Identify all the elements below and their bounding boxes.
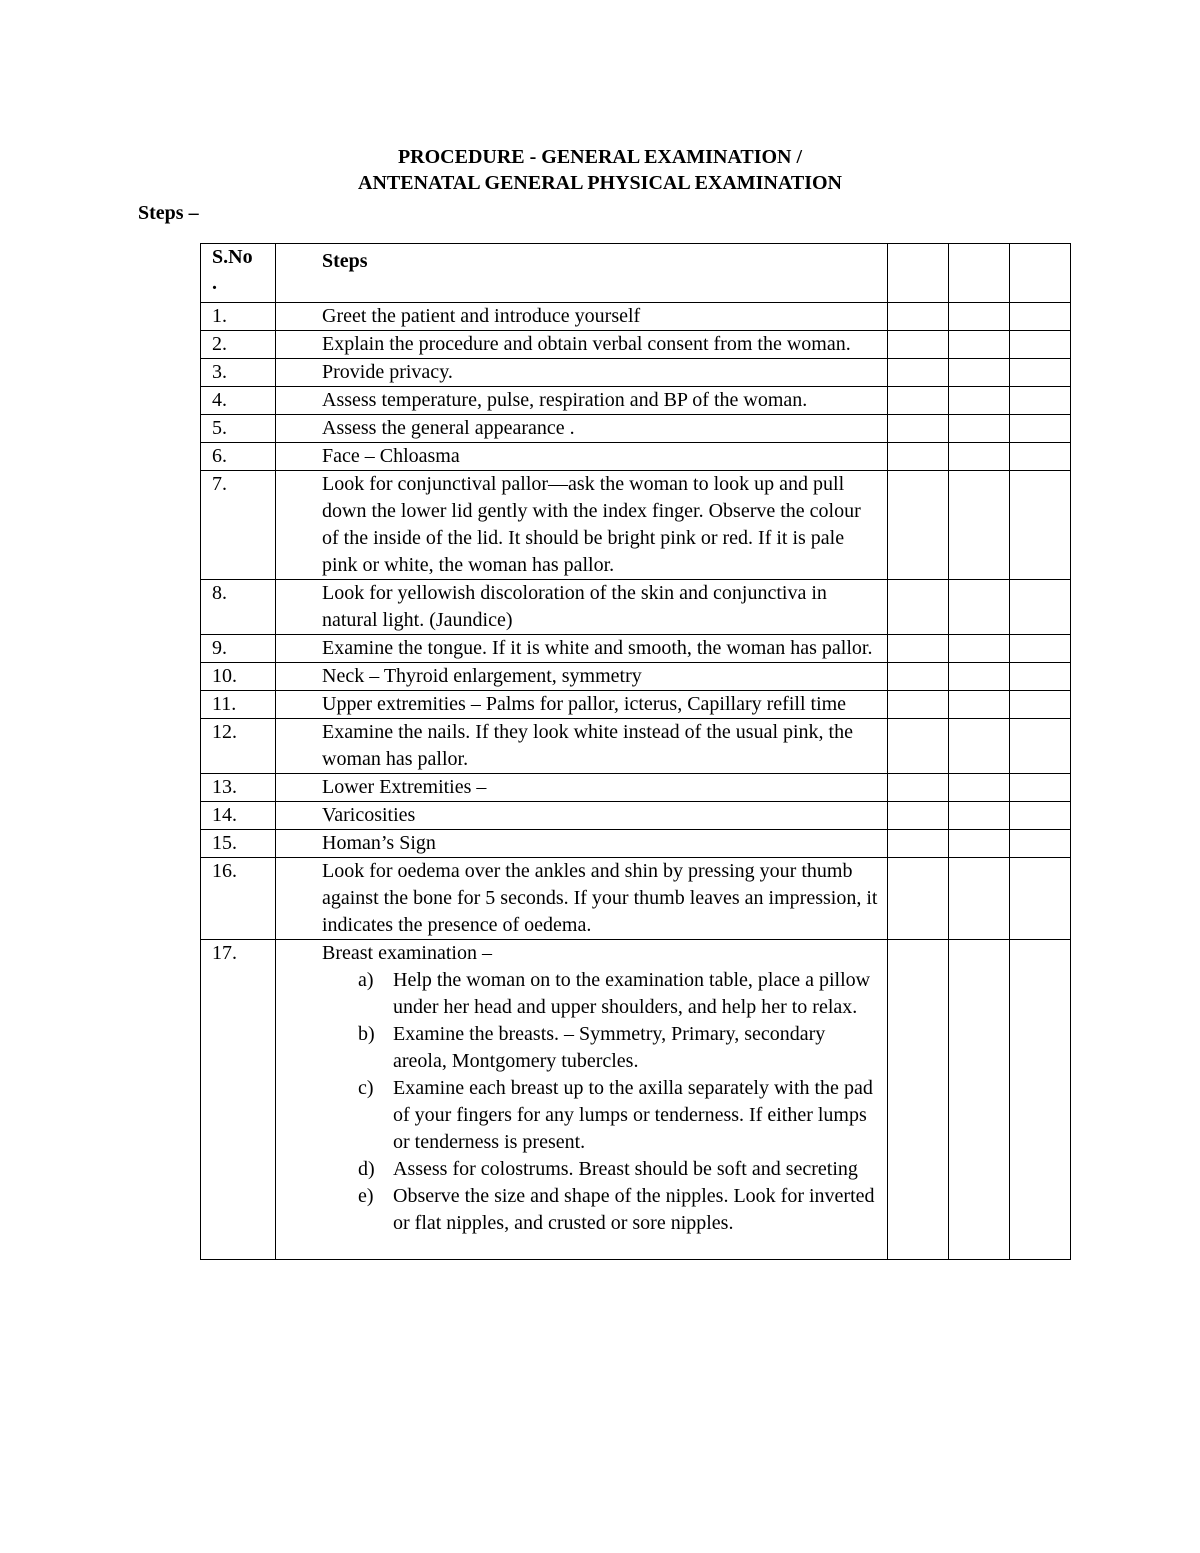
row-number: 16. xyxy=(201,858,276,940)
row-step-text: Provide privacy. xyxy=(276,359,888,387)
check-cell-1[interactable] xyxy=(888,387,949,415)
list-marker: a) xyxy=(358,969,374,991)
check-cell-1[interactable] xyxy=(888,580,949,635)
check-cell-3[interactable] xyxy=(1010,940,1071,1260)
document-title-line2: ANTENATAL GENERAL PHYSICAL EXAMINATION xyxy=(358,172,842,194)
header-sno-dot: . xyxy=(212,272,217,294)
table-row xyxy=(201,331,1071,359)
check-cell-2[interactable] xyxy=(949,387,1010,415)
row-step-text: Neck – Thyroid enlargement, symmetry xyxy=(276,663,888,691)
header-check-2 xyxy=(949,244,1010,303)
check-cell-2[interactable] xyxy=(949,691,1010,719)
check-cell-3[interactable] xyxy=(1010,303,1071,331)
check-cell-1[interactable] xyxy=(888,663,949,691)
row-number: 1. xyxy=(201,303,276,331)
row-number: 9. xyxy=(201,635,276,663)
check-cell-1[interactable] xyxy=(888,635,949,663)
header-steps: Steps xyxy=(276,244,888,303)
breast-exam-title: Breast examination – xyxy=(322,942,492,964)
list-item xyxy=(358,967,881,1021)
table-row xyxy=(201,691,1071,719)
check-cell-1[interactable] xyxy=(888,719,949,774)
list-marker: e) xyxy=(358,1185,374,1207)
row-step-text: Upper extremities – Palms for pallor, icterus, Capillary refill time xyxy=(276,691,888,719)
check-cell-3[interactable] xyxy=(1010,331,1071,359)
row-number: 15. xyxy=(201,830,276,858)
check-cell-1[interactable] xyxy=(888,940,949,1260)
header-check-1 xyxy=(888,244,949,303)
check-cell-1[interactable] xyxy=(888,802,949,830)
table-row xyxy=(201,303,1071,331)
list-item xyxy=(358,1075,881,1156)
list-item xyxy=(358,1183,881,1237)
check-cell-3[interactable] xyxy=(1010,415,1071,443)
list-marker: d) xyxy=(358,1158,375,1180)
check-cell-2[interactable] xyxy=(949,940,1010,1260)
table-row xyxy=(201,830,1071,858)
check-cell-3[interactable] xyxy=(1010,635,1071,663)
checklist-table xyxy=(200,243,1071,1260)
table-row xyxy=(201,858,1071,940)
check-cell-1[interactable] xyxy=(888,443,949,471)
table-row xyxy=(201,359,1071,387)
check-cell-2[interactable] xyxy=(949,580,1010,635)
table-row xyxy=(201,415,1071,443)
list-marker: b) xyxy=(358,1023,375,1045)
row-step-text: Assess the general appearance . xyxy=(276,415,888,443)
check-cell-3[interactable] xyxy=(1010,858,1071,940)
check-cell-3[interactable] xyxy=(1010,387,1071,415)
check-cell-3[interactable] xyxy=(1010,663,1071,691)
row-number: 11. xyxy=(201,691,276,719)
row-step-breast xyxy=(276,940,888,1260)
row-number: 4. xyxy=(201,387,276,415)
row-step-text: Examine the nails. If they look white instead of the usual pink, the woman has pallor. xyxy=(276,719,888,774)
row-number: 2. xyxy=(201,331,276,359)
row-number: 3. xyxy=(201,359,276,387)
check-cell-2[interactable] xyxy=(949,635,1010,663)
table-header-row xyxy=(201,244,1071,303)
document-title-line1: PROCEDURE - GENERAL EXAMINATION / xyxy=(397,146,803,168)
header-check-3 xyxy=(1010,244,1071,303)
row-step-text: Look for conjunctival pallor—ask the woman to look up and pull down the lower lid gently with the index finger. Observe the colour of the inside of the lid. It should be bright pink or red. If it is pale pink or white, the woman has pallor. xyxy=(276,471,888,580)
row-number: 6. xyxy=(201,443,276,471)
row-step-text: Look for oedema over the ankles and shin by pressing your thumb against the bone for 5 seconds. If your thumb leaves an impression, it indicates the presence of oedema. xyxy=(276,858,888,940)
check-cell-3[interactable] xyxy=(1010,802,1071,830)
check-cell-3[interactable] xyxy=(1010,471,1071,580)
row-step-text: Look for yellowish discoloration of the skin and conjunctiva in natural light. (Jaundice) xyxy=(276,580,888,635)
check-cell-1[interactable] xyxy=(888,691,949,719)
check-cell-3[interactable] xyxy=(1010,359,1071,387)
row-number: 7. xyxy=(201,471,276,580)
table-row-breast-examination xyxy=(201,940,1071,1260)
check-cell-2[interactable] xyxy=(949,415,1010,443)
row-number: 14. xyxy=(201,802,276,830)
table-row xyxy=(201,802,1071,830)
table-row xyxy=(201,443,1071,471)
check-cell-1[interactable] xyxy=(888,830,949,858)
table-row xyxy=(201,580,1071,635)
check-cell-2[interactable] xyxy=(949,802,1010,830)
table-row xyxy=(201,387,1071,415)
check-cell-2[interactable] xyxy=(949,359,1010,387)
table-row xyxy=(201,719,1071,774)
header-sno-label: S.No xyxy=(212,246,253,268)
table-row xyxy=(201,471,1071,580)
check-cell-2[interactable] xyxy=(949,774,1010,802)
table-row xyxy=(201,774,1071,802)
check-cell-3[interactable] xyxy=(1010,719,1071,774)
check-cell-2[interactable] xyxy=(949,858,1010,940)
check-cell-3[interactable] xyxy=(1010,580,1071,635)
row-number: 10. xyxy=(201,663,276,691)
check-cell-1[interactable] xyxy=(888,858,949,940)
row-step-text: Lower Extremities – xyxy=(276,774,888,802)
check-cell-2[interactable] xyxy=(949,719,1010,774)
check-cell-3[interactable] xyxy=(1010,830,1071,858)
check-cell-2[interactable] xyxy=(949,303,1010,331)
check-cell-2[interactable] xyxy=(949,443,1010,471)
list-item-text: Examine each breast up to the axilla separately with the pad of your fingers for any lumps or tenderness. If either lumps or tenderness is present. xyxy=(393,1077,873,1153)
check-cell-3[interactable] xyxy=(1010,774,1071,802)
check-cell-1[interactable] xyxy=(888,774,949,802)
check-cell-1[interactable] xyxy=(888,359,949,387)
list-item xyxy=(358,1021,881,1075)
table-row xyxy=(201,635,1071,663)
row-number: 5. xyxy=(201,415,276,443)
check-cell-2[interactable] xyxy=(949,830,1010,858)
breast-exam-list xyxy=(322,967,881,1259)
list-marker: c) xyxy=(358,1077,374,1099)
row-step-text: Homan’s Sign xyxy=(276,830,888,858)
steps-label: Steps – xyxy=(138,202,199,224)
list-item-text: Observe the size and shape of the nipples. Look for inverted or flat nipples, and crusted or sore nipples. xyxy=(393,1185,875,1234)
row-step-text: Varicosities xyxy=(276,802,888,830)
check-cell-1[interactable] xyxy=(888,331,949,359)
check-cell-3[interactable] xyxy=(1010,443,1071,471)
row-step-text: Face – Chloasma xyxy=(276,443,888,471)
row-step-text: Assess temperature, pulse, respiration and BP of the woman. xyxy=(276,387,888,415)
check-cell-2[interactable] xyxy=(949,471,1010,580)
header-sno xyxy=(201,244,276,303)
row-number: 13. xyxy=(201,774,276,802)
row-step-text: Greet the patient and introduce yourself xyxy=(276,303,888,331)
table-row xyxy=(201,663,1071,691)
list-item-text: Assess for colostrums. Breast should be soft and secreting xyxy=(393,1158,858,1180)
check-cell-2[interactable] xyxy=(949,331,1010,359)
row-number: 12. xyxy=(201,719,276,774)
row-step-text: Explain the procedure and obtain verbal consent from the woman. xyxy=(276,331,888,359)
row-number: 17. xyxy=(201,940,276,1260)
list-item-text: Examine the breasts. – Symmetry, Primary, secondary areola, Montgomery tubercles. xyxy=(393,1023,826,1072)
row-number: 8. xyxy=(201,580,276,635)
list-item-text: Help the woman on to the examination table, place a pillow under her head and upper shoulders, and help her to relax. xyxy=(393,969,871,1018)
row-step-text: Examine the tongue. If it is white and smooth, the woman has pallor. xyxy=(276,635,888,663)
check-cell-2[interactable] xyxy=(949,663,1010,691)
list-item xyxy=(358,1156,881,1183)
check-cell-1[interactable] xyxy=(888,303,949,331)
check-cell-3[interactable] xyxy=(1010,691,1071,719)
check-cell-1[interactable] xyxy=(888,415,949,443)
check-cell-1[interactable] xyxy=(888,471,949,580)
